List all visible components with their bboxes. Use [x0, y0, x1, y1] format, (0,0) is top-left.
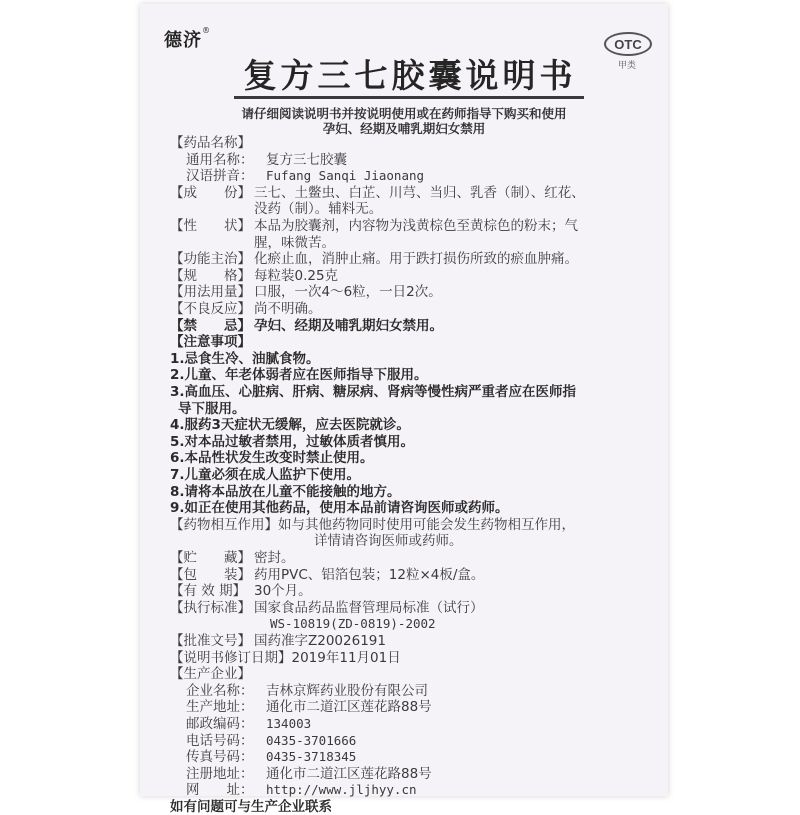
standard-code: WS-10819(ZD-0819)-2002 [270, 616, 436, 632]
pinyin-label: 汉语拼音： [186, 168, 254, 185]
character-row [170, 218, 578, 234]
indications-label: 【功能主治】 [170, 251, 251, 268]
precaution-item: 4.服药3天症状无缓解，应去医院就诊。 [170, 417, 410, 434]
phone-label: 电话号码： [186, 732, 254, 749]
manufacturer-header: 【生产企业】 [170, 666, 251, 683]
fax-label: 传真号码： [186, 749, 254, 766]
composition-value: 三七、土鳖虫、白芷、川芎、当归、乳香（制）、红花、 [254, 184, 585, 201]
composition-row [170, 185, 585, 201]
revision-row [170, 650, 401, 666]
adverse-row [170, 301, 322, 317]
phone-value: 0435-3701666 [266, 732, 357, 748]
interactions-row [170, 517, 575, 533]
fax-value: 0435-3718345 [266, 749, 357, 765]
validity-value: 30个月。 [254, 583, 312, 600]
production-address-label: 生产地址： [186, 699, 254, 716]
contraindications-value: 孕妇、经期及哺乳期妇女禁用。 [254, 317, 443, 334]
storage-label: 【贮 藏】 [170, 550, 251, 566]
website-row [186, 782, 417, 798]
precautions-header: 【注意事项】 [170, 334, 251, 351]
postcode-value: 134003 [266, 716, 312, 731]
validity-label: 【有 效 期】 [170, 583, 247, 600]
specification-label: 【规 格】 [170, 267, 251, 284]
postcode-label: 邮政编码： [186, 716, 254, 732]
approval-value: 国药准字Z20026191 [254, 633, 386, 649]
specification-row [170, 268, 338, 284]
precaution-item: 7.儿童必须在成人监护下使用。 [170, 467, 361, 483]
approval-label: 【批准文号】 [170, 633, 251, 649]
registered-address-row [186, 766, 432, 782]
production-address-row [186, 699, 432, 715]
adverse-label: 【不良反应】 [170, 301, 251, 317]
composition-label: 【成 份】 [170, 184, 251, 201]
interactions-label: 【药物相互作用】 [170, 516, 278, 533]
precaution-item: 9.如正在使用其他药品，使用本品前请咨询医师或药师。 [170, 500, 509, 517]
generic-name-row [186, 152, 347, 168]
production-address-value: 通化市二道江区莲花路88号 [266, 699, 432, 716]
brand-logo [164, 26, 211, 52]
footer-note-text: 如有问题可与生产企业联系 [170, 799, 332, 815]
pinyin-value: Fufang Sanqi Jiaonang [266, 168, 425, 184]
precaution-item: 2.儿童、年老体弱者应在医师指导下服用。 [170, 367, 428, 384]
contraindications-row [170, 318, 443, 334]
warning-line-1: 请仔细阅读说明书并按说明使用或在药师指导下购买和使用 [241, 106, 567, 121]
adverse-value: 尚不明确。 [254, 301, 322, 317]
brand-name: 德济 [164, 30, 202, 51]
company-name-value: 吉林京辉药业股份有限公司 [266, 682, 428, 699]
storage-value: 密封。 [254, 550, 295, 566]
title-underline [234, 96, 584, 99]
approval-row [170, 633, 386, 649]
revision-label: 【说明书修订日期】 [170, 649, 292, 666]
package-value: 药用PVC、铝箔包装；12粒×4板/盒。 [254, 566, 485, 583]
indications-value: 化瘀止血，消肿止痛。用于跌打损伤所致的瘀血肿痛。 [254, 251, 578, 268]
precaution-item-cont: 导下服用。 [178, 400, 246, 417]
generic-name-label: 通用名称： [186, 151, 254, 168]
precaution-item: 3.高血压、心脏病、肝病、糖尿病、肾病等慢性病严重者应在医师指 [170, 384, 577, 400]
company-name-row [186, 683, 428, 699]
website-value: http://www.jljhyy.cn [266, 782, 417, 798]
specification-value: 每粒装0.25克 [254, 267, 339, 284]
generic-name-value: 复方三七胶囊 [266, 151, 347, 168]
pinyin-row [186, 168, 424, 184]
package-label: 【包 装】 [170, 566, 251, 583]
dosage-value: 口服，一次4～6粒，一日2次。 [254, 284, 442, 301]
precaution-item: 6.本品性状发生改变时禁止使用。 [170, 450, 374, 467]
precaution-item: 5.对本品过敏者禁用，过敏体质者慎用。 [170, 433, 415, 450]
registered-mark: ® [202, 26, 211, 35]
precaution-item: 8.请将本品放在儿童不能接触的地方。 [170, 483, 401, 500]
indications-row [170, 251, 578, 267]
otc-badge-label: OTC [614, 36, 642, 52]
composition-value-cont: 没药（制）。辅料无。 [254, 201, 383, 218]
standard-value: 国家食品药品监督管理局标准（试行） [254, 599, 484, 616]
drug-name-header: 【药品名称】 [170, 135, 251, 151]
character-label: 【性 状】 [170, 218, 251, 234]
character-value-cont: 腥，味微苦。 [254, 234, 335, 251]
standard-label: 【执行标准】 [170, 599, 251, 616]
package-row [170, 567, 484, 583]
validity-row [170, 583, 312, 599]
otc-badge [604, 32, 652, 56]
otc-class-label: 甲类 [618, 61, 637, 71]
interactions-value: 如与其他药物同时使用可能会发生药物相互作用， [278, 516, 575, 533]
website-label: 网 址： [186, 782, 254, 799]
dosage-row [170, 284, 442, 300]
registered-address-label: 注册地址： [186, 765, 254, 782]
footer-note [170, 799, 332, 815]
character-value: 本品为胶囊剂，内容物为浅黄棕色至黄棕色的粉末；气 [254, 218, 578, 234]
registered-address-value: 通化市二道江区莲花路88号 [266, 765, 432, 782]
standard-row [170, 600, 484, 616]
phone-row [186, 733, 356, 749]
revision-value: 2019年11月01日 [291, 649, 401, 666]
storage-row [170, 550, 295, 566]
contraindications-label: 【禁 忌】 [170, 317, 251, 334]
interactions-value-cont: 详情请咨询医师或药师。 [314, 533, 463, 550]
warning-line-2: 孕妇、经期及哺乳期妇女禁用 [322, 121, 486, 136]
postcode-row [186, 716, 311, 732]
fax-row [186, 749, 356, 765]
precaution-item: 1.忌食生冷、油腻食物。 [170, 350, 320, 367]
company-name-label: 企业名称： [186, 682, 254, 699]
leaflet-sheet [140, 4, 668, 815]
page-title: 复方三七胶囊说明书 [243, 56, 577, 95]
dosage-label: 【用法用量】 [170, 284, 251, 301]
